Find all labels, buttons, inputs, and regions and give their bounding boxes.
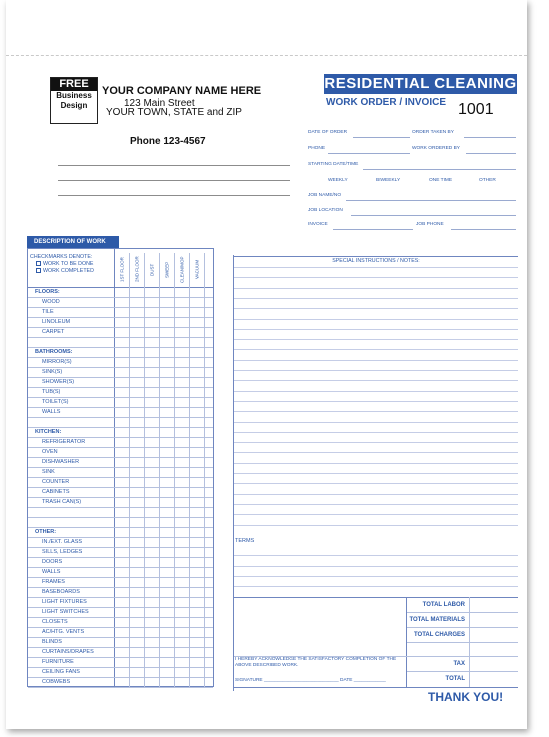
section-label: BATHROOMS: xyxy=(35,349,73,355)
task-label: CLOSETS xyxy=(42,619,68,625)
note-line[interactable] xyxy=(234,380,518,381)
legend-title: CHECKMARKS DENOTE: xyxy=(30,254,93,260)
description-of-work-header: DESCRIPTION OF WORK xyxy=(27,236,119,248)
totals-bottom-rule xyxy=(234,687,518,688)
table-row[interactable] xyxy=(28,618,213,628)
task-label: WALLS xyxy=(42,409,61,415)
note-line[interactable] xyxy=(234,463,518,464)
table-row[interactable] xyxy=(28,498,213,508)
task-label: TILE xyxy=(42,309,54,315)
legend-to-do: WORK TO BE DONE xyxy=(43,261,94,267)
task-label: MIRROR(S) xyxy=(42,359,72,365)
note-line[interactable] xyxy=(234,494,518,495)
table-row[interactable] xyxy=(28,508,213,518)
form-subtitle: WORK ORDER / INVOICE xyxy=(326,97,447,108)
note-line[interactable] xyxy=(234,349,518,350)
order-number: 1001 xyxy=(458,101,494,118)
total-charges-field[interactable] xyxy=(407,642,518,643)
task-label: WOOD xyxy=(42,299,60,305)
special-instructions-label: SPECIAL INSTRUCTIONS / NOTES: xyxy=(332,258,420,264)
table-row[interactable] xyxy=(28,358,213,368)
note-line[interactable] xyxy=(234,360,518,361)
note-line[interactable] xyxy=(234,277,518,278)
task-label: BASEBOARDS xyxy=(42,589,80,595)
table-row[interactable] xyxy=(28,348,213,358)
table-row[interactable] xyxy=(28,448,213,458)
task-label: TUB(S) xyxy=(42,389,61,395)
section-label: KITCHEN: xyxy=(35,429,62,435)
legend-completed: WORK COMPLETED xyxy=(43,268,94,274)
table-row[interactable] xyxy=(28,608,213,618)
total-labor-field[interactable] xyxy=(407,612,518,613)
terms-label: TERMS xyxy=(235,538,255,544)
checkbox-icon xyxy=(36,268,41,273)
checkmark-legend xyxy=(30,254,94,275)
totals-top-rule xyxy=(234,597,518,598)
task-label: REFRIGERATOR xyxy=(42,439,86,445)
col-clean-mop: CLEAN/MOP xyxy=(179,256,185,283)
logo-line-1: FREE xyxy=(51,78,97,91)
address-line[interactable] xyxy=(58,195,290,196)
job-name-label: JOB NAME/NO xyxy=(308,193,342,198)
tax-label: TAX xyxy=(453,661,465,667)
task-label: TRASH CAN(S) xyxy=(42,499,82,505)
table-row[interactable] xyxy=(28,318,213,328)
signature-label: SIGNATURE xyxy=(235,678,263,683)
table-row[interactable] xyxy=(28,458,213,468)
note-line[interactable] xyxy=(234,432,518,433)
task-label: CABINETS xyxy=(42,489,70,495)
note-line[interactable] xyxy=(234,514,518,515)
table-row[interactable] xyxy=(28,408,213,418)
address-line[interactable] xyxy=(58,165,290,166)
thank-you-text: THANK YOU! xyxy=(428,690,504,704)
table-row[interactable] xyxy=(28,368,213,378)
note-line[interactable] xyxy=(234,504,518,505)
freq-other[interactable]: OTHER xyxy=(479,178,496,183)
note-line[interactable] xyxy=(234,555,518,556)
task-label: IN./EXT. GLASS xyxy=(42,539,83,545)
task-label: SINK(S) xyxy=(42,369,63,375)
table-row[interactable] xyxy=(28,598,213,608)
table-row[interactable] xyxy=(28,478,213,488)
note-line[interactable] xyxy=(234,288,518,289)
job-location-field[interactable] xyxy=(351,215,516,216)
note-line[interactable] xyxy=(234,576,518,577)
task-label: CARPET xyxy=(42,329,65,335)
table-row[interactable] xyxy=(28,548,213,558)
table-row[interactable] xyxy=(28,658,213,668)
task-label: FURNITURE xyxy=(42,659,74,665)
job-name-field[interactable] xyxy=(346,200,516,201)
table-row[interactable] xyxy=(28,558,213,568)
note-line[interactable] xyxy=(234,586,518,587)
phone-label: PHONE xyxy=(308,146,326,151)
table-row[interactable] xyxy=(28,648,213,658)
company-street: 123 Main Street xyxy=(124,98,195,109)
table-row[interactable] xyxy=(28,298,213,308)
task-label: LIGHT FIXTURES xyxy=(42,599,87,605)
note-line[interactable] xyxy=(234,566,518,567)
checkbox-icon xyxy=(36,261,41,266)
task-label: FRAMES xyxy=(42,579,65,585)
task-label: SHOWER(S) xyxy=(42,379,75,385)
note-line[interactable] xyxy=(234,442,518,443)
invoice-label: INVOICE xyxy=(308,222,328,227)
starting-date-field[interactable] xyxy=(363,169,516,170)
invoice-field[interactable] xyxy=(333,229,413,230)
table-row[interactable] xyxy=(28,588,213,598)
total-materials-field[interactable] xyxy=(407,627,518,628)
freq-weekly[interactable]: WEEKLY xyxy=(328,178,348,183)
task-label: COUNTER xyxy=(42,479,70,485)
company-name: YOUR COMPANY NAME HERE xyxy=(102,85,262,97)
task-label: WALLS xyxy=(42,569,61,575)
table-row[interactable] xyxy=(28,628,213,638)
company-logo xyxy=(50,77,98,124)
note-line[interactable] xyxy=(234,308,518,309)
task-label: TOILET(S) xyxy=(42,399,69,405)
table-row[interactable] xyxy=(28,388,213,398)
note-line[interactable] xyxy=(234,452,518,453)
table-row[interactable] xyxy=(28,678,213,688)
table-row[interactable] xyxy=(28,338,213,348)
task-label: SINK xyxy=(42,469,55,475)
form-title: RESIDENTIAL CLEANING xyxy=(324,75,517,92)
section-label: OTHER: xyxy=(35,529,57,535)
table-row[interactable] xyxy=(28,468,213,478)
table-row[interactable] xyxy=(28,328,213,338)
col-dust: DUST xyxy=(149,263,155,276)
total-charges-label: TOTAL CHARGES xyxy=(413,632,465,638)
task-label: DOORS xyxy=(42,559,63,565)
table-row[interactable] xyxy=(28,418,213,428)
table-row[interactable] xyxy=(28,538,213,548)
task-label: BLINDS xyxy=(42,639,62,645)
notes-top-rule xyxy=(234,256,518,257)
table-row[interactable] xyxy=(28,398,213,408)
table-row[interactable] xyxy=(28,378,213,388)
company-phone: Phone 123-4567 xyxy=(130,136,206,147)
table-row[interactable] xyxy=(28,578,213,588)
table-row[interactable] xyxy=(28,638,213,648)
note-line[interactable] xyxy=(234,483,518,484)
job-phone-field[interactable] xyxy=(451,229,516,230)
note-line[interactable] xyxy=(234,329,518,330)
total-materials-label: TOTAL MATERIALS xyxy=(409,617,465,623)
order-taken-by-label: ORDER TAKEN BY xyxy=(412,130,454,135)
address-line[interactable] xyxy=(58,180,290,181)
work-ordered-by-label: WORK ORDERED BY xyxy=(412,146,460,151)
task-label: COBWEBS xyxy=(42,679,71,685)
note-line[interactable] xyxy=(234,391,518,392)
phone-field[interactable] xyxy=(328,153,410,154)
col-1st-floor: 1ST FLOOR xyxy=(119,257,125,282)
table-row[interactable] xyxy=(28,288,213,298)
table-row[interactable] xyxy=(28,518,213,528)
order-taken-by-field[interactable] xyxy=(464,137,516,138)
note-line[interactable] xyxy=(234,298,518,299)
freq-one-time[interactable]: ONE TIME xyxy=(429,178,453,183)
table-row[interactable] xyxy=(28,568,213,578)
date-of-order-field[interactable] xyxy=(353,137,410,138)
task-label: DISHWASHER xyxy=(42,459,80,465)
note-line[interactable] xyxy=(234,411,518,412)
col-vacuum: VACUUM xyxy=(194,259,200,280)
date-of-order-label: DATE OF ORDER xyxy=(308,130,348,135)
note-line[interactable] xyxy=(234,473,518,474)
total-label: TOTAL xyxy=(445,676,465,682)
table-row[interactable] xyxy=(28,438,213,448)
logo-line-3: Design xyxy=(60,101,88,110)
note-line[interactable] xyxy=(234,401,518,402)
company-town: YOUR TOWN, STATE and ZIP xyxy=(106,107,242,118)
note-line[interactable] xyxy=(234,525,518,526)
note-line[interactable] xyxy=(234,319,518,320)
task-label: SILLS, LEDGES xyxy=(42,549,83,555)
task-label: CEILING FANS xyxy=(42,669,80,675)
logo-line-2: Business xyxy=(56,91,92,100)
note-line[interactable] xyxy=(234,267,518,268)
task-label: AC/HTG. VENTS xyxy=(42,629,85,635)
note-line[interactable] xyxy=(234,339,518,340)
task-label: LIGHT SWITCHES xyxy=(42,609,89,615)
work-ordered-by-field[interactable] xyxy=(466,153,516,154)
table-row[interactable] xyxy=(28,308,213,318)
starting-date-label: STARTING DATE/TIME xyxy=(308,162,359,167)
table-row[interactable] xyxy=(28,428,213,438)
invoice-form xyxy=(6,0,527,729)
job-phone-label: JOB PHONE xyxy=(416,222,444,227)
date-label: DATE xyxy=(340,678,353,683)
col-2nd-floor: 2ND FLOOR xyxy=(134,256,140,283)
total-labor-label: TOTAL LABOR xyxy=(422,602,465,608)
task-label: LINOLEUM xyxy=(42,319,71,325)
task-label: CURTAINS/DRAPES xyxy=(42,649,94,655)
task-label: OVEN xyxy=(42,449,58,455)
tax-field[interactable] xyxy=(407,671,518,672)
table-row[interactable] xyxy=(28,528,213,538)
acknowledgement-text: I HEREBY ACKNOWLEDGE THE SATISFACTORY COMPLETION OF THE ABOVE DESCRIBED WORK. xyxy=(235,657,397,668)
job-location-label: JOB LOCATION xyxy=(308,208,343,213)
perforation-line xyxy=(6,55,527,56)
table-row[interactable] xyxy=(28,668,213,678)
signature-line[interactable]: SIGNATURE ____________________________ DATE ____________ xyxy=(235,678,386,683)
table-row[interactable] xyxy=(28,488,213,498)
section-label: FLOORS: xyxy=(35,289,60,295)
freq-biweekly[interactable]: BIWEEKLY xyxy=(376,178,401,183)
note-line[interactable] xyxy=(234,422,518,423)
col-sweep: SWEEP xyxy=(164,261,170,278)
note-line[interactable] xyxy=(234,370,518,371)
